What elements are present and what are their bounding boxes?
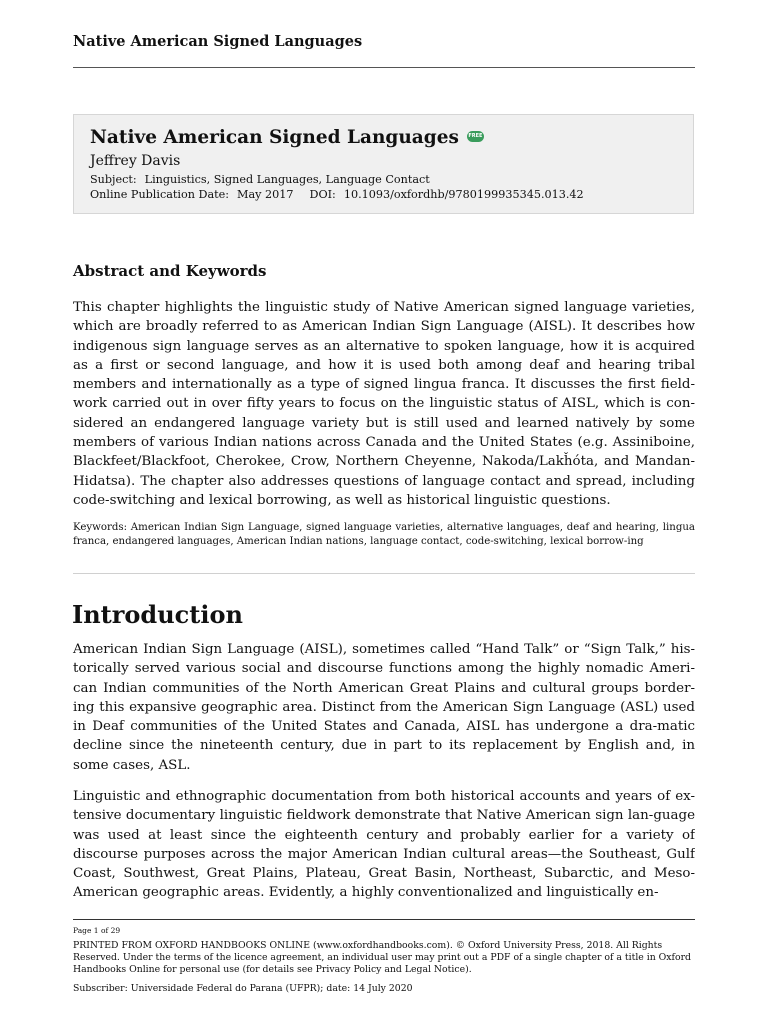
subject-line — [90, 173, 430, 186]
footer-divider — [73, 919, 695, 920]
chapter-title-text: Native American Signed Languages — [90, 127, 459, 148]
subscriber-line: Subscriber: Universidade Federal do Parana (UFPR); date: 14 July 2020 — [73, 983, 413, 994]
header-divider — [73, 67, 695, 68]
legal-notice: PRINTED FROM OXFORD HANDBOOKS ONLINE (www.oxfordhandbooks.com). © Oxford University Press, 2018. All Rights Reserved. Under the terms of the licence agreement, an individual user may print out a PDF of a single chapter of a title in Oxford Handbooks Online for personal use (for details see Privacy Policy and Legal Notice). — [73, 940, 691, 975]
doi-label: DOI: — [309, 188, 336, 201]
subject-value: Linguistics, Signed Languages, Language Contact — [144, 173, 430, 186]
subject-label: Subject: — [90, 173, 137, 186]
free-badge-icon: FREE — [467, 131, 484, 142]
body-paragraph: Linguistic and ethnographic documentation from both historical accounts and years of ex-tensive documentary linguistic fieldwork demonstrate that Native American sign lan-guage was used at least since the eighteenth century and probably earlier for a variety of discourse purposes across the major American Indian cultural areas—the Southeast, Gulf Coast, Southwest, Great Plains, Plateau, Great Basin, Northeast, Subarctic, and Meso-American geographic areas. Evidently, a highly conventionalized and linguistically en- — [73, 789, 695, 901]
abstract-text: This chapter highlights the linguistic study of Native American signed language varieties, which are broadly referred to as American Indian Sign Language (AISL). It describes how indigenous sign language serves as an alternative to spoken language, how it is acquired as a first or second language, and how it is used both among deaf and hearing tribal members and internationally as a type of signed lingua franca. It discusses the first field-work carried out in over fifty years to focus on the linguistic status of AISL, which is con-sidered an endangered language variety but is still used and learned natively by some members of various Indian nations across Canada and the United States (e.g. Assiniboine, Blackfeet/Blackfoot, Cherokee, Crow, Northern Cheyenne, Nakoda/Lakȟóta, and Mandan-Hidatsa). The chapter also addresses questions of language contact and spread, including code-switching and lexical borrowing, as well as historical linguistic questions. — [73, 300, 695, 508]
pub-date-value: May 2017 — [237, 188, 294, 201]
keywords-divider — [73, 573, 695, 574]
keywords-text: Keywords: American Indian Sign Language, signed language varieties, alternative languages, deaf and hearing, lingua franca, endangered languages, American Indian nations, language contact, code-switching, lexical borrow-ing — [73, 522, 695, 547]
publication-line — [90, 188, 584, 201]
chapter-metadata-box — [73, 114, 694, 214]
author-name[interactable]: Jeffrey Davis — [90, 153, 181, 169]
abstract-heading: Abstract and Keywords — [73, 262, 267, 280]
page-number: Page 1 of 29 — [73, 926, 121, 935]
pub-date-label: Online Publication Date: — [90, 188, 229, 201]
chapter-title — [90, 127, 484, 148]
running-head: Native American Signed Languages — [73, 33, 363, 50]
section-heading-introduction: Introduction — [72, 600, 243, 629]
body-paragraph: American Indian Sign Language (AISL), sometimes called “Hand Talk” or “Sign Talk,” his-torically served various social and discourse functions among the highly nomadic Ameri-can Indian communities of the North American Great Plains and cultural groups border-ing this expansive geographic area. Distinct from the American Sign Language (ASL) used in Deaf communities of the United States and Canada, AISL has undergone a dra-matic decline since the nineteenth century, due in part to its replacement by English and, in some cases, ASL. — [73, 642, 695, 773]
doi-value[interactable]: 10.1093/oxfordhb/9780199935345.013.42 — [343, 188, 584, 201]
